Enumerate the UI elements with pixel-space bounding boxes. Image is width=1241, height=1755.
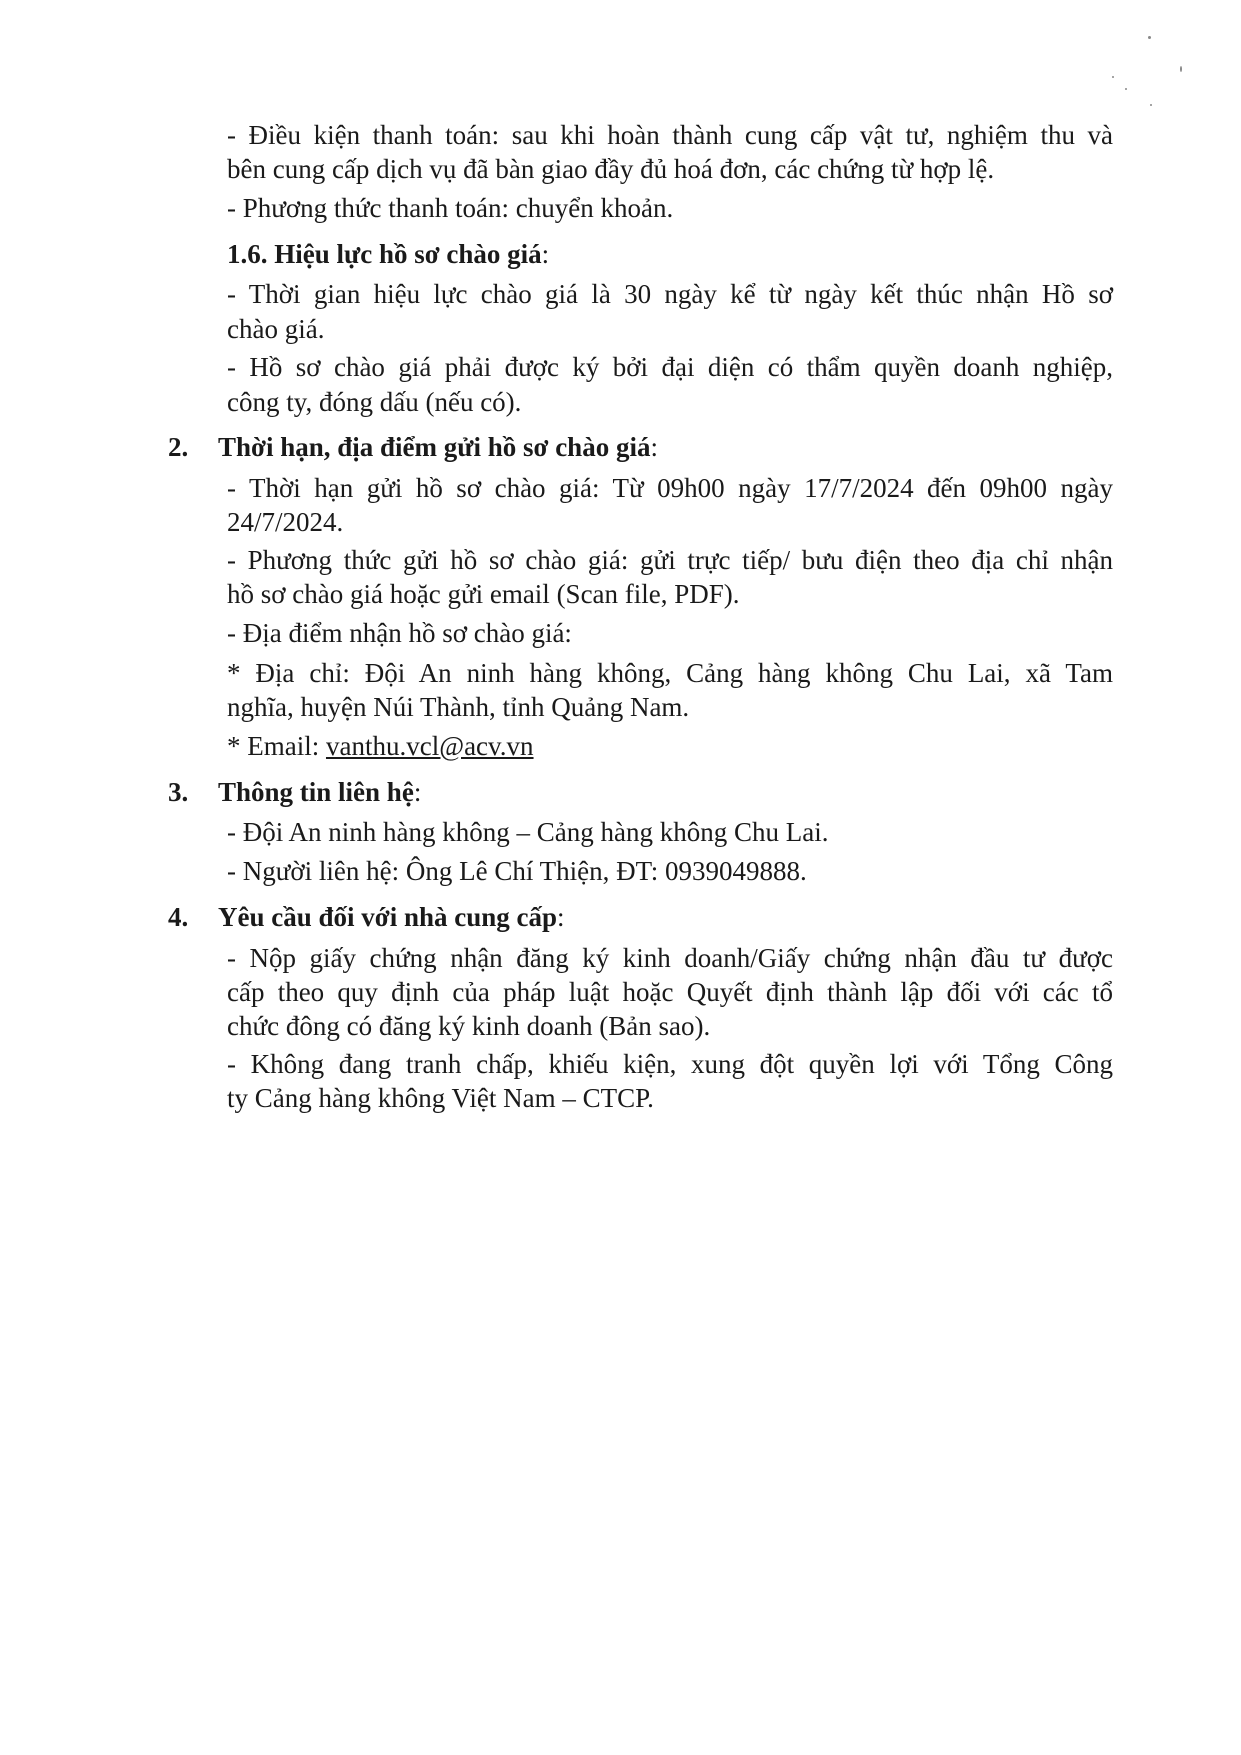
section-2-title: Thời hạn, địa điểm gửi hồ sơ chào giá: [218, 432, 651, 462]
email-link[interactable]: vanthu.vcl@acv.vn: [325, 731, 534, 761]
scan-speck: [1180, 66, 1182, 72]
validity-period-line-1: - Thời gian hiệu lực chào giá là 30 ngày kể từ ngày kết thúc nhận Hồ sơ: [227, 279, 1113, 309]
section-3-title: Thông tin liên hệ: [218, 777, 414, 807]
section-4-title: Yêu cầu đối với nhà cung cấp: [218, 902, 558, 932]
business-license-line-3: chức đông có đăng ký kinh doanh (Bản sao).: [227, 1011, 711, 1041]
submission-deadline-line-2: 24/7/2024.: [227, 507, 344, 537]
submission-deadline-line-1: - Thời hạn gửi hồ sơ chào giá: Từ 09h00 ngày 17/7/2024 đến 09h00 ngày: [227, 473, 1113, 503]
section-4-heading: [168, 900, 565, 934]
scan-speck: [1148, 36, 1151, 39]
scan-speck: [1125, 88, 1127, 90]
section-1-6-title: 1.6. Hiệu lực hồ sơ chào giá: [227, 239, 542, 269]
section-2-heading: [168, 430, 658, 464]
address-line-1: * Địa chỉ: Đội An ninh hàng không, Cảng hàng không Chu Lai, xã Tam: [227, 658, 1113, 688]
contact-person: - Người liên hệ: Ông Lê Chí Thiện, ĐT: 0939049888.: [227, 856, 807, 886]
section-2-colon: :: [650, 432, 658, 462]
payment-condition-line-1: - Điều kiện thanh toán: sau khi hoàn thành cung cấp vật tư, nghiệm thu và: [227, 120, 1113, 150]
section-4-colon: :: [557, 902, 565, 932]
receiving-location: - Địa điểm nhận hồ sơ chào giá:: [227, 618, 572, 648]
section-3-number: 3.: [168, 777, 189, 807]
business-license-line-1: - Nộp giấy chứng nhận đăng ký kinh doanh/Giấy chứng nhận đầu tư được: [227, 943, 1113, 973]
section-1-6-colon: :: [541, 239, 550, 269]
signature-requirement-line-2: công ty, đóng dấu (nếu có).: [227, 387, 522, 417]
payment-method: - Phương thức thanh toán: chuyển khoản.: [227, 193, 674, 223]
submission-method-line-2: hồ sơ chào giá hoặc gửi email (Scan file, PDF).: [227, 579, 740, 609]
no-dispute-line-2: ty Cảng hàng không Việt Nam – CTCP.: [227, 1083, 654, 1113]
section-1-6-heading: [227, 237, 549, 271]
section-3-heading: [168, 775, 421, 809]
section-2-number: 2.: [168, 432, 189, 462]
section-3-colon: :: [413, 777, 422, 807]
business-license-line-2: cấp theo quy định của pháp luật hoặc Quyết định thành lập đối với các tổ: [227, 977, 1113, 1007]
payment-condition-line-2: bên cung cấp dịch vụ đã bàn giao đầy đủ hoá đơn, các chứng từ hợp lệ.: [227, 154, 995, 184]
no-dispute-line-1: - Không đang tranh chấp, khiếu kiện, xung đột quyền lợi với Tổng Công: [227, 1049, 1113, 1079]
contact-unit: - Đội An ninh hàng không – Cảng hàng không Chu Lai.: [227, 817, 829, 847]
section-4-number: 4.: [168, 902, 189, 932]
signature-requirement-line-1: - Hồ sơ chào giá phải được ký bởi đại diện có thẩm quyền doanh nghiệp,: [227, 352, 1113, 382]
email-line: [227, 729, 534, 763]
validity-period-line-2: chào giá.: [227, 314, 325, 344]
submission-method-line-1: - Phương thức gửi hồ sơ chào giá: gửi trực tiếp/ bưu điện theo địa chỉ nhận: [227, 545, 1113, 575]
address-line-2: nghĩa, huyện Núi Thành, tỉnh Quảng Nam.: [227, 692, 690, 722]
scan-speck: [1112, 76, 1114, 78]
scan-speck: [1150, 104, 1152, 106]
email-label: * Email:: [227, 731, 326, 761]
